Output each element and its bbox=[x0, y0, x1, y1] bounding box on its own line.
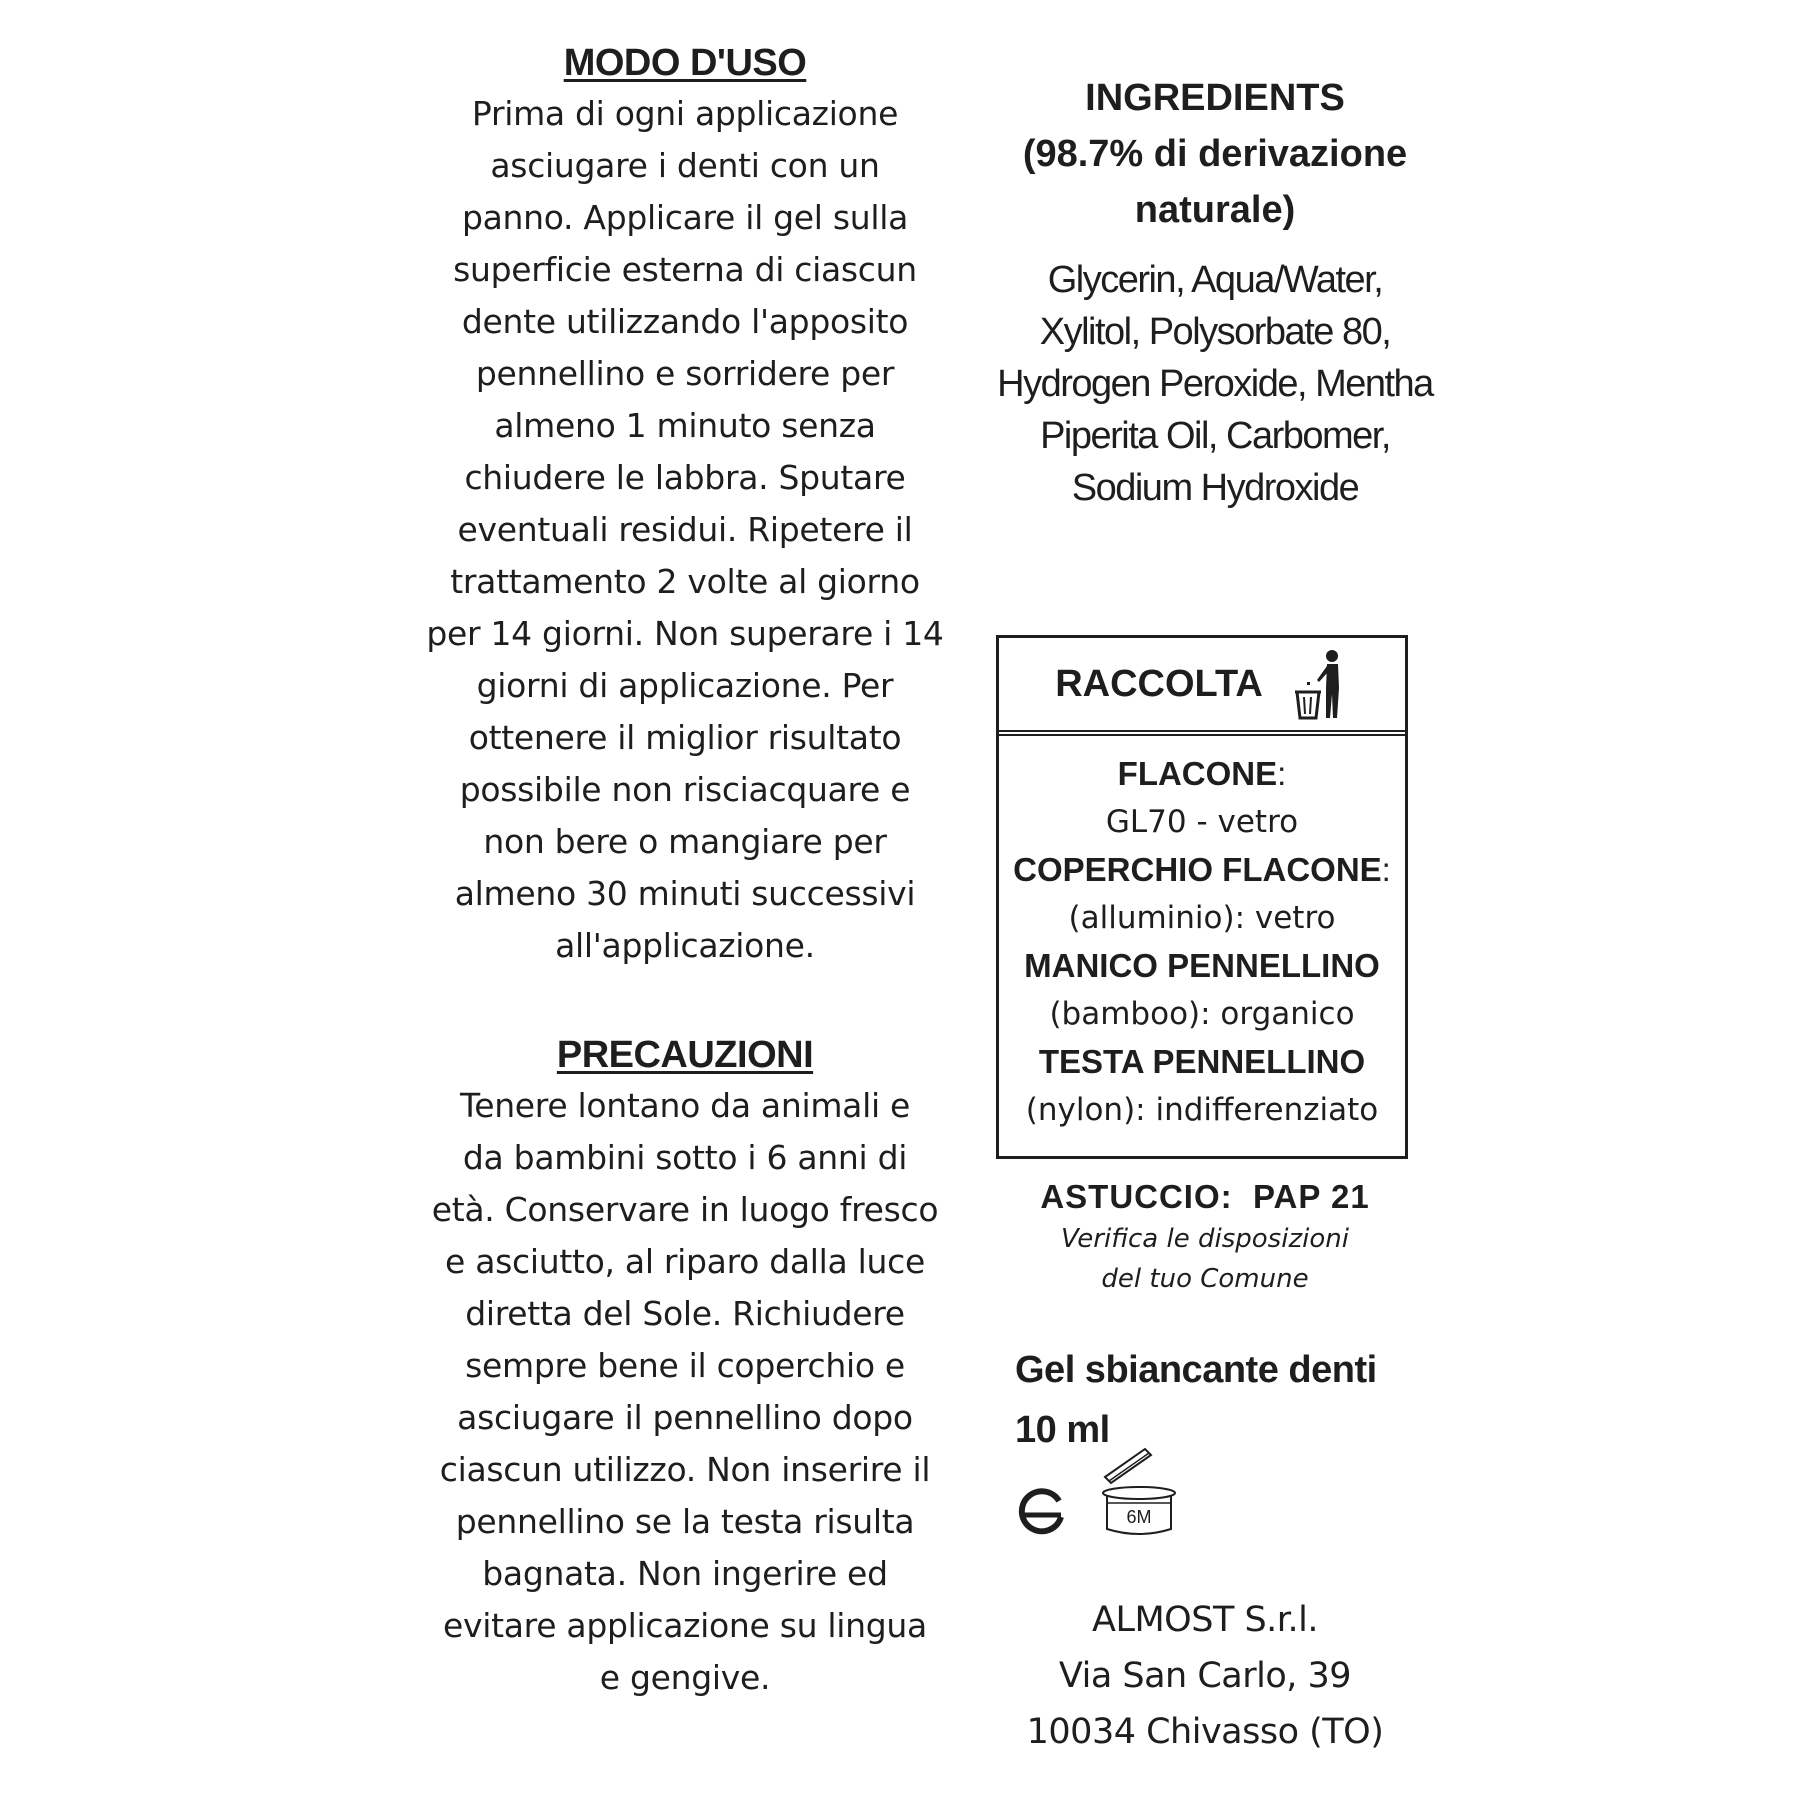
text-line: dente utilizzando l'apposito bbox=[461, 302, 909, 341]
company-street: Via San Carlo, 39 bbox=[1058, 1656, 1352, 1696]
material-label: TESTA PENNELLINO bbox=[1038, 1043, 1366, 1080]
raccolta-box bbox=[996, 635, 1408, 1159]
raccolta-item bbox=[1005, 942, 1399, 1038]
text-line: chiudere le labbra. Sputare bbox=[464, 458, 906, 497]
raccolta-item bbox=[1005, 750, 1399, 846]
raccolta-header bbox=[999, 638, 1405, 736]
precauzioni-heading: PRECAUZIONI bbox=[556, 1034, 814, 1076]
text-line: Prima di ogni applicazione bbox=[471, 94, 899, 133]
text-line: superficie esterna di ciascun bbox=[453, 250, 917, 289]
text-line: pennellino se la testa risulta bbox=[455, 1502, 915, 1541]
text-line: possibile non risciacquare e bbox=[459, 770, 911, 809]
precauzioni-text bbox=[420, 1080, 950, 1704]
product-section bbox=[1015, 1340, 1435, 1460]
ingredients-title bbox=[990, 70, 1440, 238]
text-line: asciugare il pennellino dopo bbox=[457, 1398, 913, 1437]
text-line: da bambini sotto i 6 anni di bbox=[462, 1138, 908, 1177]
text-line: e gengive. bbox=[599, 1658, 771, 1697]
ingredients-line: Xylitol, Polysorbate 80, bbox=[1039, 311, 1391, 353]
text-line: almeno 30 minuti successivi bbox=[454, 874, 916, 913]
text-line: sempre bene il coperchio e bbox=[465, 1346, 905, 1385]
text-line: non bere o mangiare per bbox=[483, 822, 887, 861]
text-line: asciugare i denti con un bbox=[490, 146, 880, 185]
company-city: 10034 Chivasso (TO) bbox=[1026, 1712, 1384, 1752]
ingredients-title-line: naturale) bbox=[1134, 189, 1296, 231]
text-line: eventuali residui. Ripetere il bbox=[457, 510, 913, 549]
text-line: diretta del Sole. Richiudere bbox=[465, 1294, 905, 1333]
company-address bbox=[990, 1592, 1420, 1760]
modo-uso-heading: MODO D'USO bbox=[563, 42, 807, 84]
ingredients-section bbox=[990, 70, 1440, 514]
ingredients-list bbox=[990, 254, 1440, 514]
text-line: almeno 1 minuto senza bbox=[494, 406, 876, 445]
ingredients-title-line: (98.7% di derivazione bbox=[1022, 133, 1408, 175]
astuccio-code: PAP 21 bbox=[1252, 1178, 1370, 1215]
material-label: COPERCHIO FLACONE: bbox=[1013, 851, 1391, 888]
waste-bin-person-icon bbox=[1293, 648, 1349, 720]
ingredients-line: Piperita Oil, Carbomer, bbox=[1040, 415, 1390, 457]
modo-uso-text bbox=[420, 88, 950, 972]
material-value: (bamboo): organico bbox=[1049, 996, 1355, 1032]
text-line: evitare applicazione su lingua bbox=[443, 1606, 927, 1645]
text-line: pennellino e sorridere per bbox=[475, 354, 895, 393]
raccolta-body bbox=[999, 736, 1405, 1156]
text-line: ottenere il miglior risultato bbox=[468, 718, 902, 757]
text-line: ciascun utilizzo. Non inserire il bbox=[439, 1450, 931, 1489]
product-volume: 10 ml bbox=[1015, 1409, 1110, 1451]
text-line: per 14 giorni. Non superare i 14 bbox=[426, 614, 944, 653]
left-column bbox=[420, 38, 950, 1704]
text-line: giorni di applicazione. Per bbox=[476, 666, 894, 705]
material-value: GL70 - vetro bbox=[1105, 804, 1299, 840]
material-value: (alluminio): vetro bbox=[1068, 900, 1336, 936]
raccolta-title: RACCOLTA bbox=[1055, 662, 1263, 705]
text-line: e asciutto, al riparo dalla luce bbox=[445, 1242, 925, 1281]
ingredients-line: Hydrogen Peroxide, Mentha bbox=[997, 363, 1433, 405]
raccolta-item bbox=[1005, 1038, 1399, 1134]
material-label: FLACONE: bbox=[1117, 755, 1287, 792]
estimated-sign-icon bbox=[1015, 1485, 1070, 1540]
text-line: trattamento 2 volte al giorno bbox=[450, 562, 920, 601]
material-value: (nylon): indifferenziato bbox=[1025, 1092, 1379, 1128]
text-line: all'applicazione. bbox=[555, 926, 815, 965]
raccolta-item bbox=[1005, 846, 1399, 942]
ingredients-title-line: INGREDIENTS bbox=[1085, 77, 1345, 119]
text-line: panno. Applicare il gel sulla bbox=[461, 198, 909, 237]
regulatory-symbols bbox=[1015, 1445, 1175, 1545]
company-name: ALMOST S.r.l. bbox=[1092, 1600, 1318, 1640]
text-line: età. Conservare in luogo fresco bbox=[431, 1190, 939, 1229]
ingredients-line: Glycerin, Aqua/Water, bbox=[1047, 259, 1383, 301]
astuccio-note: del tuo Comune bbox=[1101, 1264, 1309, 1294]
modo-uso-section bbox=[420, 38, 950, 972]
open-jar-icon bbox=[1097, 1445, 1177, 1540]
pao-label: 6M bbox=[1126, 1507, 1152, 1527]
astuccio-label: ASTUCCIO: bbox=[1040, 1178, 1233, 1215]
ingredients-line: Sodium Hydroxide bbox=[1071, 467, 1359, 509]
product-name: Gel sbiancante denti bbox=[1015, 1349, 1377, 1391]
text-line: bagnata. Non ingerire ed bbox=[482, 1554, 888, 1593]
astuccio-section bbox=[990, 1175, 1420, 1299]
material-label: MANICO PENNELLINO bbox=[1024, 947, 1380, 984]
precauzioni-section bbox=[420, 1030, 950, 1704]
astuccio-line bbox=[990, 1175, 1420, 1219]
text-line: Tenere lontano da animali e bbox=[459, 1086, 911, 1125]
astuccio-note: Verifica le disposizioni bbox=[1061, 1224, 1349, 1254]
